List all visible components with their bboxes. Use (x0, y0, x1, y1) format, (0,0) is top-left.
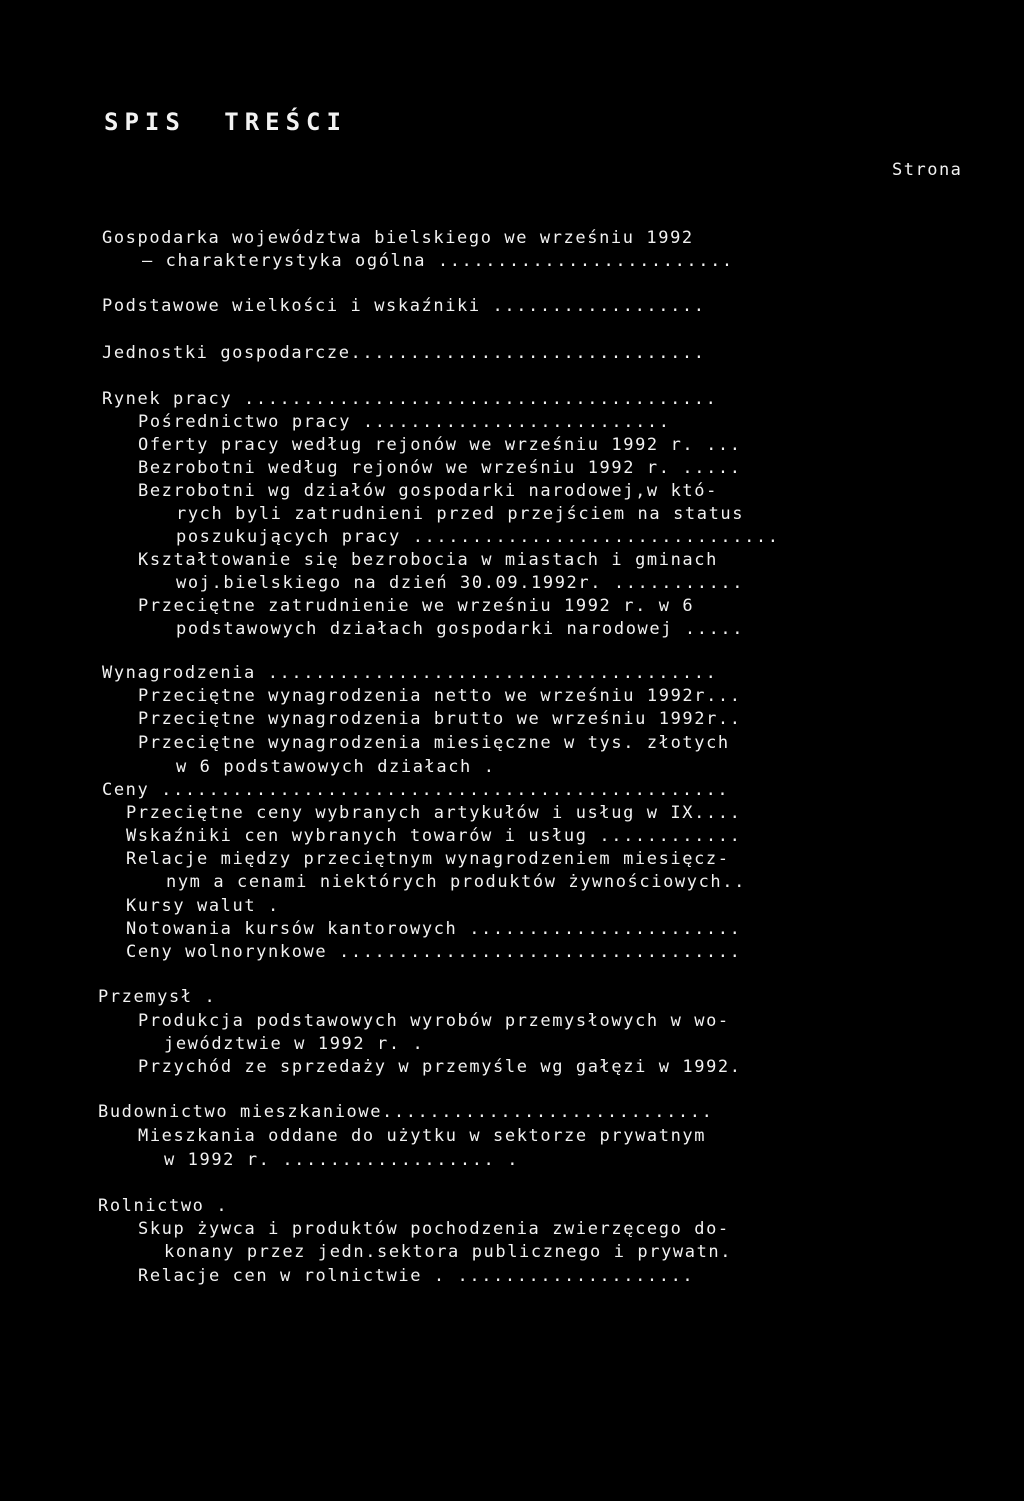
toc-entry-text: w 6 podstawowych działach . (176, 757, 496, 777)
toc-entry-text: Przeciętne wynagrodzenia netto we wrześniu 1992r... (138, 686, 742, 706)
toc-entry-text: Bezrobotni wg działów gospodarki narodowej,w któ- (138, 481, 718, 501)
toc-entry-text: Skup żywca i produktów pochodzenia zwierzęcego do- (138, 1219, 730, 1239)
toc-entry-text: Przemysł . (98, 987, 217, 1007)
toc-entry-text: Relacje cen w rolnictwie . .................... (138, 1266, 695, 1286)
toc-entry-text: Gospodarka województwa bielskiego we wrześniu 1992 (102, 228, 694, 248)
toc-entry-text: Wskaźniki cen wybranych towarów i usług ............ (126, 826, 742, 846)
toc-entry-text: Rolnictwo . (98, 1196, 229, 1216)
page-title: SPIS TREŚCI (104, 108, 347, 136)
toc-entry-text: Budownictwo mieszkaniowe............................ (98, 1102, 714, 1122)
toc-entry-text: Bezrobotni według rejonów we wrześniu 1992 r. ..... (138, 458, 742, 478)
toc-entry-text: jewództwie w 1992 r. . (164, 1034, 425, 1054)
toc-entry-text: Przeciętne wynagrodzenia brutto we wrześniu 1992r.. (138, 709, 742, 729)
toc-entry-text: woj.bielskiego na dzień 30.09.1992r. ........... (176, 573, 745, 593)
toc-entry-text: – charakterystyka ogólna ......................... (142, 251, 734, 271)
toc-entry-text: Relacje między przeciętnym wynagrodzeniem miesięcz- (126, 849, 730, 869)
toc-entry-text: Przeciętne ceny wybranych artykułów i usług w IX.... (126, 803, 742, 823)
toc-entry-text: Jednostki gospodarcze.............................. (102, 343, 706, 363)
toc-entry-text: Produkcja podstawowych wyrobów przemysłowych w wo- (138, 1011, 730, 1031)
toc-entry-text: Mieszkania oddane do użytku w sektorze prywatnym (138, 1126, 707, 1146)
toc-entry-text: Kształtowanie się bezrobocia w miastach i gminach (138, 550, 718, 570)
toc-entry-text: Oferty pracy według rejonów we wrześniu 1992 r. ... (138, 435, 742, 455)
toc-entry-text: Pośrednictwo pracy .......................... (138, 412, 671, 432)
page-column-header: Strona (892, 160, 963, 180)
toc-entry-text: Przychód ze sprzedaży w przemyśle wg gałęzi w 1992. (138, 1057, 742, 1077)
toc-entry-text: Ceny wolnorynkowe .................................. (126, 942, 742, 962)
toc-entry-text: poszukujących pracy ............................... (176, 527, 780, 547)
toc-entry-text: Notowania kursów kantorowych ....................... (126, 919, 742, 939)
toc-entry-text: podstawowych działach gospodarki narodowej ..... (176, 619, 745, 639)
toc-entry-text: konany przez jedn.sektora publicznego i prywatn. (164, 1242, 733, 1262)
toc-entry-text: Wynagrodzenia ...................................... (102, 663, 718, 683)
toc-entry-text: Rynek pracy ........................................ (102, 389, 718, 409)
toc-entry-text: w 1992 r. .................. . (164, 1150, 520, 1170)
toc-entry-text: rych byli zatrudnieni przed przejściem na status (176, 504, 745, 524)
toc-entry-text: nym a cenami niektórych produktów żywnościowych.. (166, 872, 746, 892)
toc-entry-text: Kursy walut . (126, 896, 280, 916)
toc-entry-text: Podstawowe wielkości i wskaźniki .................. (102, 296, 706, 316)
toc-entry-text: Przeciętne zatrudnienie we wrześniu 1992 r. w 6 (138, 596, 695, 616)
toc-entry-text: Ceny ................................................ (102, 780, 730, 800)
toc-entry-text: Przeciętne wynagrodzenia miesięczne w tys. złotych (138, 733, 730, 753)
